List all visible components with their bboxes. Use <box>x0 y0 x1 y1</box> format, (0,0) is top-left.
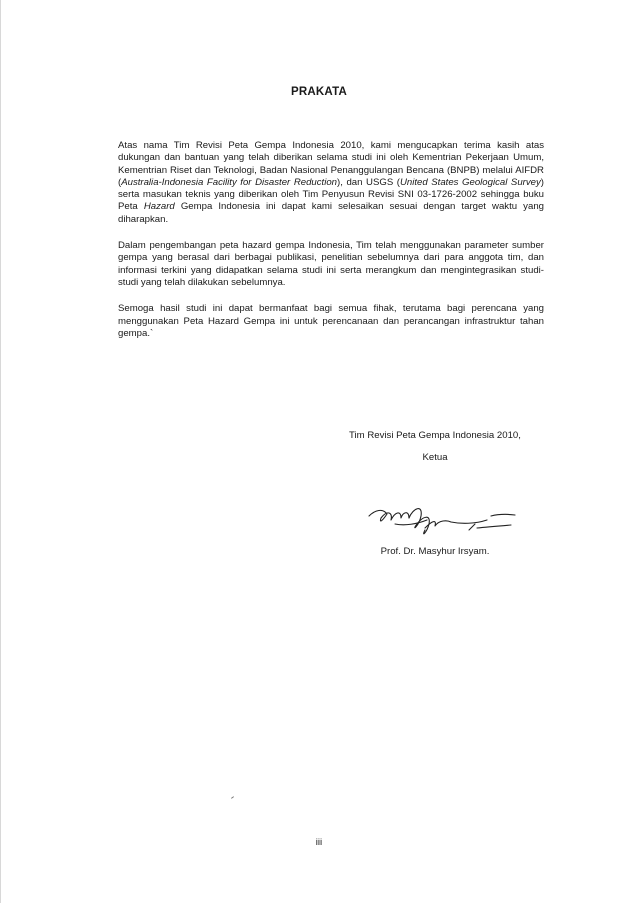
paragraph-1-segment: United States Geological Survey <box>399 176 541 188</box>
scan-speck <box>231 796 234 799</box>
page-number: iii <box>315 837 323 848</box>
paragraph-1-segment: Atas nama Tim Revisi Peta Gempa Indonesia 2010, kami mengucapkan terima kasih atas dukungan dan bantuan yang telah diberikan selama studi ini oleh Kementrian Pekerjaan Umum, Kementrian Riset dan Teknologi, Badan Nasional Penanggulangan Bencana (BNPB) melalui AIFDR ( <box>118 140 544 188</box>
paragraph-1-segment: Gempa Indonesia ini dapat kami selesaikan sesuai dengan target waktu yang diharapkan. <box>118 201 544 225</box>
page-title: PRAKATA <box>291 86 347 98</box>
paragraph-1 <box>118 140 544 226</box>
signatory-name: Prof. Dr. Masyhur Irsyam. <box>380 546 490 557</box>
handwritten-signature <box>365 494 525 544</box>
paragraph-2 <box>118 240 544 289</box>
paragraph-3-segment: Semoga hasil studi ini dapat bermanfaat bagi semua fihak, terutama bagi perencana yang menggunakan Peta Hazard Gempa ini untuk perencanaan dan perancangan infrastruktur tahan gempa.` <box>118 303 544 339</box>
closing-role: Ketua <box>422 452 448 463</box>
body-text <box>118 140 544 354</box>
paragraph-1-segment: Hazard <box>143 201 175 213</box>
paragraph-1-segment: ), dan USGS ( <box>337 176 400 188</box>
paragraph-2-segment: Dalam pengembangan peta hazard gempa Indonesia, Tim telah menggunakan parameter sumber gempa yang berasal dari berbagai publikasi, penelitian sebelumnya dari para anggota tim, dan informasi terkini yang didapatkan selama studi ini serta merangkum dan mengintegrasikan studi-studi yang telah dilakukan sebelumnya. <box>118 240 544 288</box>
paragraph-3 <box>118 303 544 340</box>
closing-team: Tim Revisi Peta Gempa Indonesia 2010, <box>349 430 521 441</box>
paragraph-1-segment: ) serta masukan teknis yang diberikan oleh Tim Penyusun Revisi SNI 03-1726-2002 sehingga buku Peta <box>118 176 544 213</box>
scan-edge <box>0 0 1 903</box>
paragraph-1-segment: Australia-Indonesia Facility for Disaster Reduction <box>121 176 338 188</box>
